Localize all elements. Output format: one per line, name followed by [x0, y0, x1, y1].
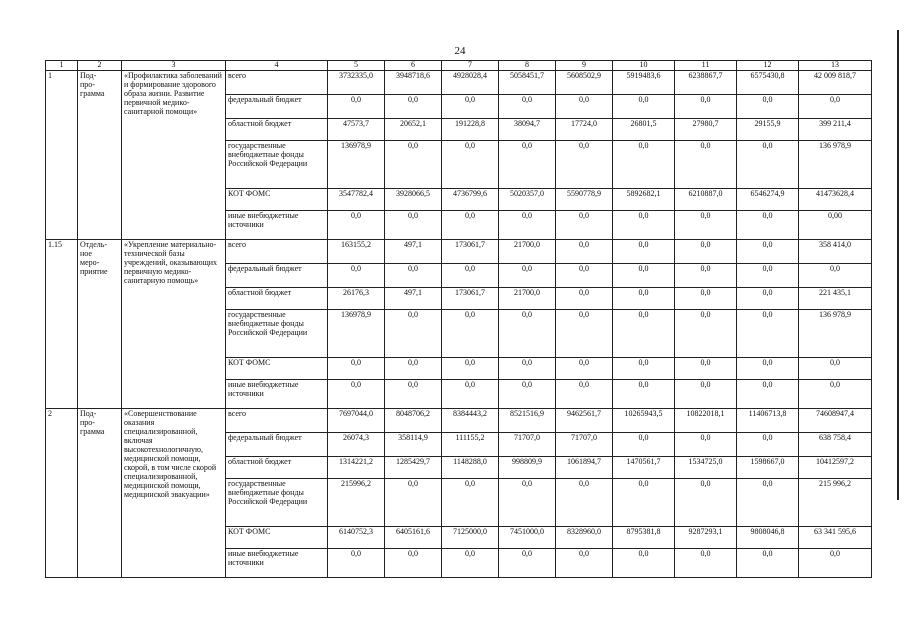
value-cell: 0,0: [385, 310, 442, 358]
page-number: 24: [454, 45, 466, 57]
value-cell: 0,0: [675, 211, 737, 240]
value-cell: 0,0: [499, 141, 556, 189]
value-cell: 111155,2: [442, 433, 499, 457]
value-cell: 0,0: [737, 310, 799, 358]
table-row: [46, 240, 872, 264]
value-cell: 0,0: [799, 380, 872, 409]
value-cell: 0,0: [442, 211, 499, 240]
value-cell: 5020357,0: [499, 189, 556, 211]
row-number-cell: 1.15: [46, 240, 78, 409]
value-cell: 0,0: [675, 549, 737, 578]
value-cell: 9462561,7: [556, 409, 613, 433]
value-cell: 5919483,6: [613, 71, 675, 95]
value-cell: 0,0: [675, 433, 737, 457]
header-cell: 1: [46, 61, 78, 71]
value-cell: 1598667,0: [737, 457, 799, 479]
value-cell: 74608947,4: [799, 409, 872, 433]
value-cell: 0,0: [799, 549, 872, 578]
value-cell: 0,0: [675, 380, 737, 409]
value-cell: 358114,9: [385, 433, 442, 457]
value-cell: 0,0: [613, 288, 675, 310]
row-number-cell: 2: [46, 409, 78, 578]
funding-source-cell: КОТ ФОМС: [226, 527, 328, 549]
value-cell: 6575430,8: [737, 71, 799, 95]
funding-source-cell: федеральный бюджет: [226, 264, 328, 288]
header-cell: 6: [385, 61, 442, 71]
value-cell: 0,0: [737, 240, 799, 264]
table-row: [46, 71, 872, 95]
value-cell: 29155,9: [737, 119, 799, 141]
row-name-cell: «Профилактика заболеваний и формирование здорового образа жизни. Развитие первичной медико-санитарной помощи»: [122, 71, 226, 240]
value-cell: 0,0: [613, 549, 675, 578]
value-cell: 1061894,7: [556, 457, 613, 479]
value-cell: 41473628,4: [799, 189, 872, 211]
value-cell: 0,0: [613, 211, 675, 240]
value-cell: 21700,0: [499, 240, 556, 264]
value-cell: 0,0: [328, 549, 385, 578]
value-cell: 0,0: [737, 264, 799, 288]
value-cell: 0,0: [556, 240, 613, 264]
funding-source-cell: федеральный бюджет: [226, 95, 328, 119]
value-cell: 497,1: [385, 240, 442, 264]
funding-source-cell: областной бюджет: [226, 457, 328, 479]
value-cell: 0,0: [442, 549, 499, 578]
value-cell: 0,0: [499, 549, 556, 578]
value-cell: 1470561,7: [613, 457, 675, 479]
value-cell: 4928028,4: [442, 71, 499, 95]
row-type-cell: Под- про- грамма: [78, 71, 122, 240]
value-cell: 0,0: [799, 264, 872, 288]
value-cell: 0,0: [613, 141, 675, 189]
value-cell: 1285429,7: [385, 457, 442, 479]
value-cell: 38094,7: [499, 119, 556, 141]
funding-source-cell: федеральный бюджет: [226, 433, 328, 457]
value-cell: 399 211,4: [799, 119, 872, 141]
table-body: [46, 61, 872, 578]
scan-edge-line: [897, 30, 899, 500]
value-cell: 26801,5: [613, 119, 675, 141]
budget-table: [45, 60, 872, 578]
value-cell: 3948718,6: [385, 71, 442, 95]
header-cell: 11: [675, 61, 737, 71]
funding-source-cell: иные внебюджетные источники: [226, 549, 328, 578]
row-type-cell: Под- про- грамма: [78, 409, 122, 578]
value-cell: 27980,7: [675, 119, 737, 141]
value-cell: 0,0: [442, 310, 499, 358]
value-cell: 6210887,0: [675, 189, 737, 211]
value-cell: 0,0: [737, 288, 799, 310]
value-cell: 0,0: [556, 288, 613, 310]
value-cell: 0,0: [556, 358, 613, 380]
value-cell: 0,0: [556, 549, 613, 578]
value-cell: 0,0: [613, 380, 675, 409]
value-cell: 8521516,9: [499, 409, 556, 433]
value-cell: 1534725,0: [675, 457, 737, 479]
header-row: [46, 61, 872, 71]
value-cell: 71707,0: [556, 433, 613, 457]
value-cell: 0,0: [675, 240, 737, 264]
value-cell: 3732335,0: [328, 71, 385, 95]
value-cell: 0,0: [613, 264, 675, 288]
value-cell: 0,0: [328, 264, 385, 288]
value-cell: 6140752,3: [328, 527, 385, 549]
funding-source-cell: КОТ ФОМС: [226, 358, 328, 380]
value-cell: 136 978,9: [799, 141, 872, 189]
value-cell: 0,0: [385, 479, 442, 527]
value-cell: 0,0: [737, 358, 799, 380]
header-cell: 9: [556, 61, 613, 71]
value-cell: 1148288,0: [442, 457, 499, 479]
value-cell: 358 414,0: [799, 240, 872, 264]
funding-source-cell: государственные внебюджетные фонды Российской Федерации: [226, 141, 328, 189]
value-cell: 3928066,5: [385, 189, 442, 211]
value-cell: 163155,2: [328, 240, 385, 264]
value-cell: 17724,0: [556, 119, 613, 141]
value-cell: 215996,2: [328, 479, 385, 527]
value-cell: 5608502,9: [556, 71, 613, 95]
value-cell: 136 978,9: [799, 310, 872, 358]
value-cell: 0,0: [799, 95, 872, 119]
value-cell: 0,0: [556, 95, 613, 119]
value-cell: 0,0: [442, 141, 499, 189]
header-cell: 4: [226, 61, 328, 71]
value-cell: 47573,7: [328, 119, 385, 141]
value-cell: 0,0: [385, 264, 442, 288]
value-cell: 173061,7: [442, 288, 499, 310]
funding-source-cell: иные внебюджетные источники: [226, 211, 328, 240]
value-cell: 998809,9: [499, 457, 556, 479]
value-cell: 0,0: [328, 380, 385, 409]
value-cell: 9287293,1: [675, 527, 737, 549]
value-cell: 0,0: [675, 141, 737, 189]
value-cell: 11406713,8: [737, 409, 799, 433]
value-cell: 0,0: [499, 95, 556, 119]
header-cell: 7: [442, 61, 499, 71]
value-cell: 26074,3: [328, 433, 385, 457]
value-cell: 0,0: [675, 288, 737, 310]
row-name-cell: «Укрепление материально-технической базы учреждений, оказывающих первичную медико-санитарную помощь»: [122, 240, 226, 409]
value-cell: 0,0: [442, 380, 499, 409]
value-cell: 0,0: [737, 141, 799, 189]
value-cell: 0,0: [499, 310, 556, 358]
value-cell: 0,0: [675, 479, 737, 527]
header-cell: 2: [78, 61, 122, 71]
value-cell: 6546274,9: [737, 189, 799, 211]
value-cell: 0,0: [799, 358, 872, 380]
value-cell: 0,0: [556, 264, 613, 288]
header-cell: 3: [122, 61, 226, 71]
value-cell: 0,0: [328, 358, 385, 380]
value-cell: 0,0: [328, 211, 385, 240]
row-name-cell: «Совершенствование оказания специализированной, включая высокотехнологичную, медицинской помощи, скорой, в том числе скорой специализированной, медицинской помощи, медицинской эвакуации»: [122, 409, 226, 578]
value-cell: 1314221,2: [328, 457, 385, 479]
value-cell: 0,0: [385, 211, 442, 240]
value-cell: 10412597,2: [799, 457, 872, 479]
funding-source-cell: областной бюджет: [226, 119, 328, 141]
value-cell: 0,0: [613, 479, 675, 527]
value-cell: 0,0: [499, 380, 556, 409]
value-cell: 8048706,2: [385, 409, 442, 433]
value-cell: 0,0: [499, 264, 556, 288]
value-cell: 8328960,0: [556, 527, 613, 549]
value-cell: 0,0: [613, 95, 675, 119]
header-cell: 10: [613, 61, 675, 71]
value-cell: 5590778,9: [556, 189, 613, 211]
value-cell: 26176,3: [328, 288, 385, 310]
value-cell: 7125000,0: [442, 527, 499, 549]
value-cell: 9808046,8: [737, 527, 799, 549]
value-cell: 0,0: [385, 95, 442, 119]
value-cell: 5892682,1: [613, 189, 675, 211]
value-cell: 0,0: [737, 549, 799, 578]
funding-source-cell: областной бюджет: [226, 288, 328, 310]
funding-source-cell: всего: [226, 240, 328, 264]
value-cell: 0,0: [737, 211, 799, 240]
value-cell: 0,0: [385, 549, 442, 578]
header-cell: 13: [799, 61, 872, 71]
value-cell: 173061,7: [442, 240, 499, 264]
value-cell: 0,0: [556, 479, 613, 527]
header-cell: 8: [499, 61, 556, 71]
value-cell: 0,0: [556, 380, 613, 409]
value-cell: 0,0: [385, 358, 442, 380]
value-cell: 638 758,4: [799, 433, 872, 457]
value-cell: 0,0: [499, 358, 556, 380]
funding-source-cell: КОТ ФОМС: [226, 189, 328, 211]
header-cell: 5: [328, 61, 385, 71]
value-cell: 21700,0: [499, 288, 556, 310]
value-cell: 0,0: [737, 95, 799, 119]
funding-source-cell: государственные внебюджетные фонды Российской Федерации: [226, 310, 328, 358]
row-type-cell: Отдель- ное меро- приятие: [78, 240, 122, 409]
value-cell: 8795381,8: [613, 527, 675, 549]
value-cell: 6238867,7: [675, 71, 737, 95]
value-cell: 0,0: [737, 433, 799, 457]
value-cell: 7451000,0: [499, 527, 556, 549]
value-cell: 10265943,5: [613, 409, 675, 433]
value-cell: 215 996,2: [799, 479, 872, 527]
funding-source-cell: всего: [226, 71, 328, 95]
value-cell: 136978,9: [328, 141, 385, 189]
funding-source-cell: всего: [226, 409, 328, 433]
funding-source-cell: государственные внебюджетные фонды Российской Федерации: [226, 479, 328, 527]
value-cell: 71707,0: [499, 433, 556, 457]
value-cell: 20652,1: [385, 119, 442, 141]
value-cell: 0,0: [737, 380, 799, 409]
value-cell: 0,0: [499, 479, 556, 527]
value-cell: 10822018,1: [675, 409, 737, 433]
value-cell: 0,0: [613, 310, 675, 358]
value-cell: 0,0: [499, 211, 556, 240]
value-cell: 63 341 595,6: [799, 527, 872, 549]
value-cell: 0,0: [385, 380, 442, 409]
value-cell: 0,0: [442, 264, 499, 288]
value-cell: 0,0: [613, 240, 675, 264]
value-cell: 0,0: [675, 95, 737, 119]
table-row: [46, 409, 872, 433]
value-cell: 0,0: [556, 211, 613, 240]
value-cell: 0,0: [385, 141, 442, 189]
value-cell: 191228,8: [442, 119, 499, 141]
value-cell: 0,00: [799, 211, 872, 240]
value-cell: 0,0: [442, 358, 499, 380]
value-cell: 0,0: [328, 95, 385, 119]
value-cell: 7697044,0: [328, 409, 385, 433]
header-cell: 12: [737, 61, 799, 71]
value-cell: 0,0: [613, 358, 675, 380]
value-cell: 3547782,4: [328, 189, 385, 211]
value-cell: 0,0: [737, 479, 799, 527]
value-cell: 497,1: [385, 288, 442, 310]
value-cell: 221 435,1: [799, 288, 872, 310]
value-cell: 0,0: [556, 310, 613, 358]
value-cell: 0,0: [442, 479, 499, 527]
value-cell: 5058451,7: [499, 71, 556, 95]
value-cell: 42 009 818,7: [799, 71, 872, 95]
value-cell: 0,0: [675, 264, 737, 288]
funding-source-cell: иные внебюджетные источники: [226, 380, 328, 409]
value-cell: 0,0: [556, 141, 613, 189]
value-cell: 0,0: [442, 95, 499, 119]
value-cell: 6405161,6: [385, 527, 442, 549]
value-cell: 4736799,6: [442, 189, 499, 211]
value-cell: 0,0: [613, 433, 675, 457]
row-number-cell: 1: [46, 71, 78, 240]
value-cell: 0,0: [675, 358, 737, 380]
value-cell: 136978,9: [328, 310, 385, 358]
value-cell: 0,0: [675, 310, 737, 358]
value-cell: 8384443,2: [442, 409, 499, 433]
